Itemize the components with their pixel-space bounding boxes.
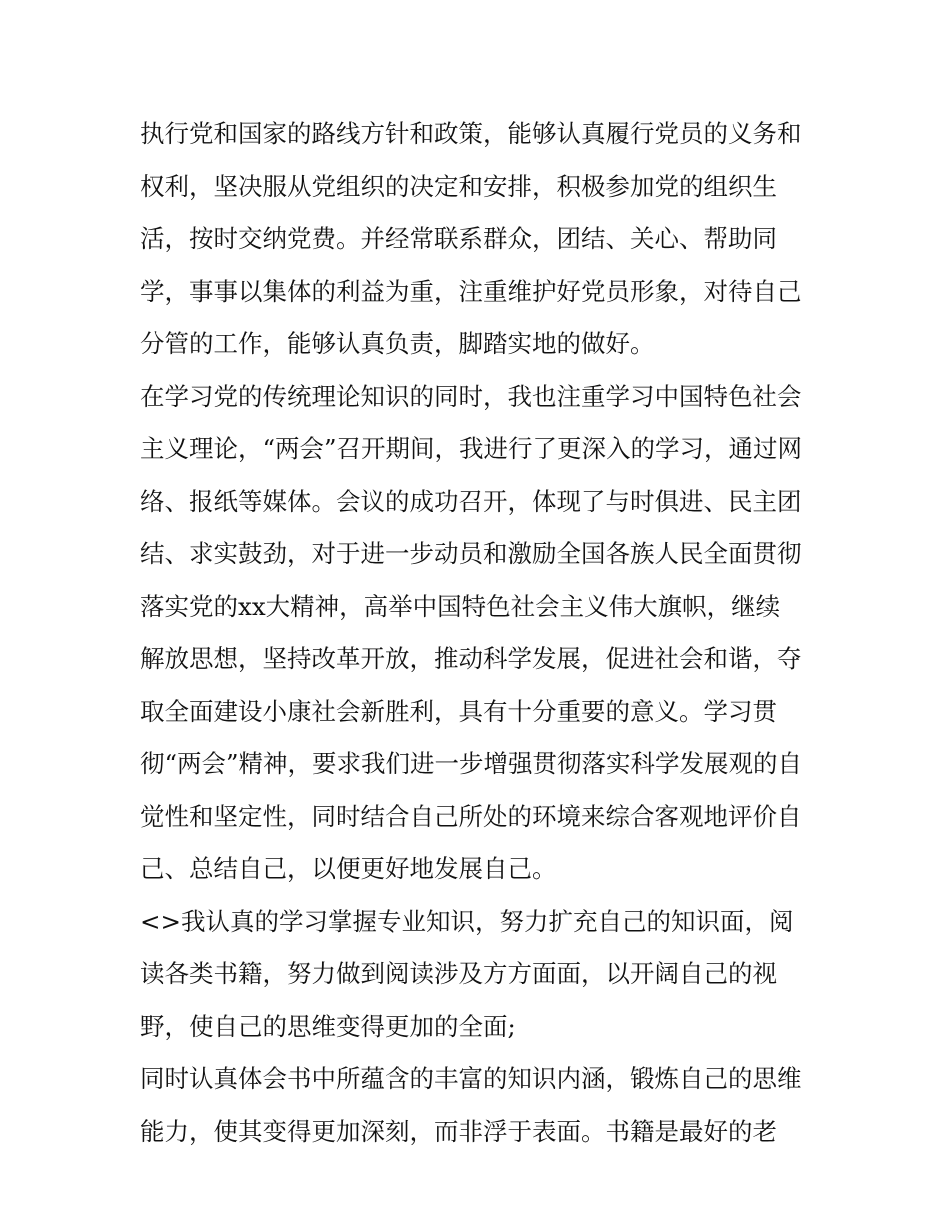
text-line: 觉性和坚定性，同时结合自己所处的环境来综合客观地评价自	[140, 801, 802, 831]
document-body	[140, 108, 820, 1158]
text-line: 活，按时交纳党费。并经常联系群众，团结、关心、帮助同	[140, 224, 777, 253]
text-line: 络、报纸等媒体。会议的成功召开，体现了与时俱进、民主团	[140, 486, 802, 516]
text-line: 结、求实鼓劲，对于进一步动员和激励全国各族人民全面贯彻	[140, 539, 802, 568]
text-line: 落实党的xx大精神，高举中国特色社会主义伟大旗帜，继续	[140, 591, 781, 621]
text-line: 分管的工作，能够认真负责，脚踏实地的做好。	[140, 329, 655, 358]
text-line: <>我认真的学习掌握专业知识，努力扩充自己的知识面，阅	[140, 906, 794, 936]
text-line: 主义理论，“两会”召开期间，我进行了更深入的学习，通过网	[140, 434, 803, 463]
text-line: 取全面建设小康社会新胜利，具有十分重要的意义。学习贯	[140, 696, 777, 726]
text-line: 读各类书籍，努力做到阅读涉及方方面面，以开阔自己的视	[140, 959, 777, 988]
text-line: 学，事事以集体的利益为重，注重维护好党员形象，对待自己	[140, 276, 802, 306]
text-line: 己、总结自己，以便更好地发展自己。	[140, 854, 557, 883]
text-line: 野，使自己的思维变得更加的全面;	[140, 1011, 516, 1041]
text-line: 权利，坚决服从党组织的决定和安排，积极参加党的组织生	[140, 171, 777, 201]
text-line: 在学习党的传统理论知识的同时，我也注重学习中国特色社会	[140, 381, 802, 411]
text-line: 执行党和国家的路线方针和政策，能够认真履行党员的义务和	[140, 119, 802, 148]
text-line: 彻“两会”精神，要求我们进一步增强贯彻落实科学发展观的自	[140, 749, 803, 778]
text-line: 解放思想，坚持改革开放，推动科学发展，促进社会和谐，夺	[140, 644, 802, 673]
text-line: 同时认真体会书中所蕴含的丰富的知识内涵，锻炼自己的思维	[140, 1064, 802, 1093]
text-line: 能力，使其变得更加深刻，而非浮于表面。书籍是最好的老	[140, 1116, 777, 1146]
